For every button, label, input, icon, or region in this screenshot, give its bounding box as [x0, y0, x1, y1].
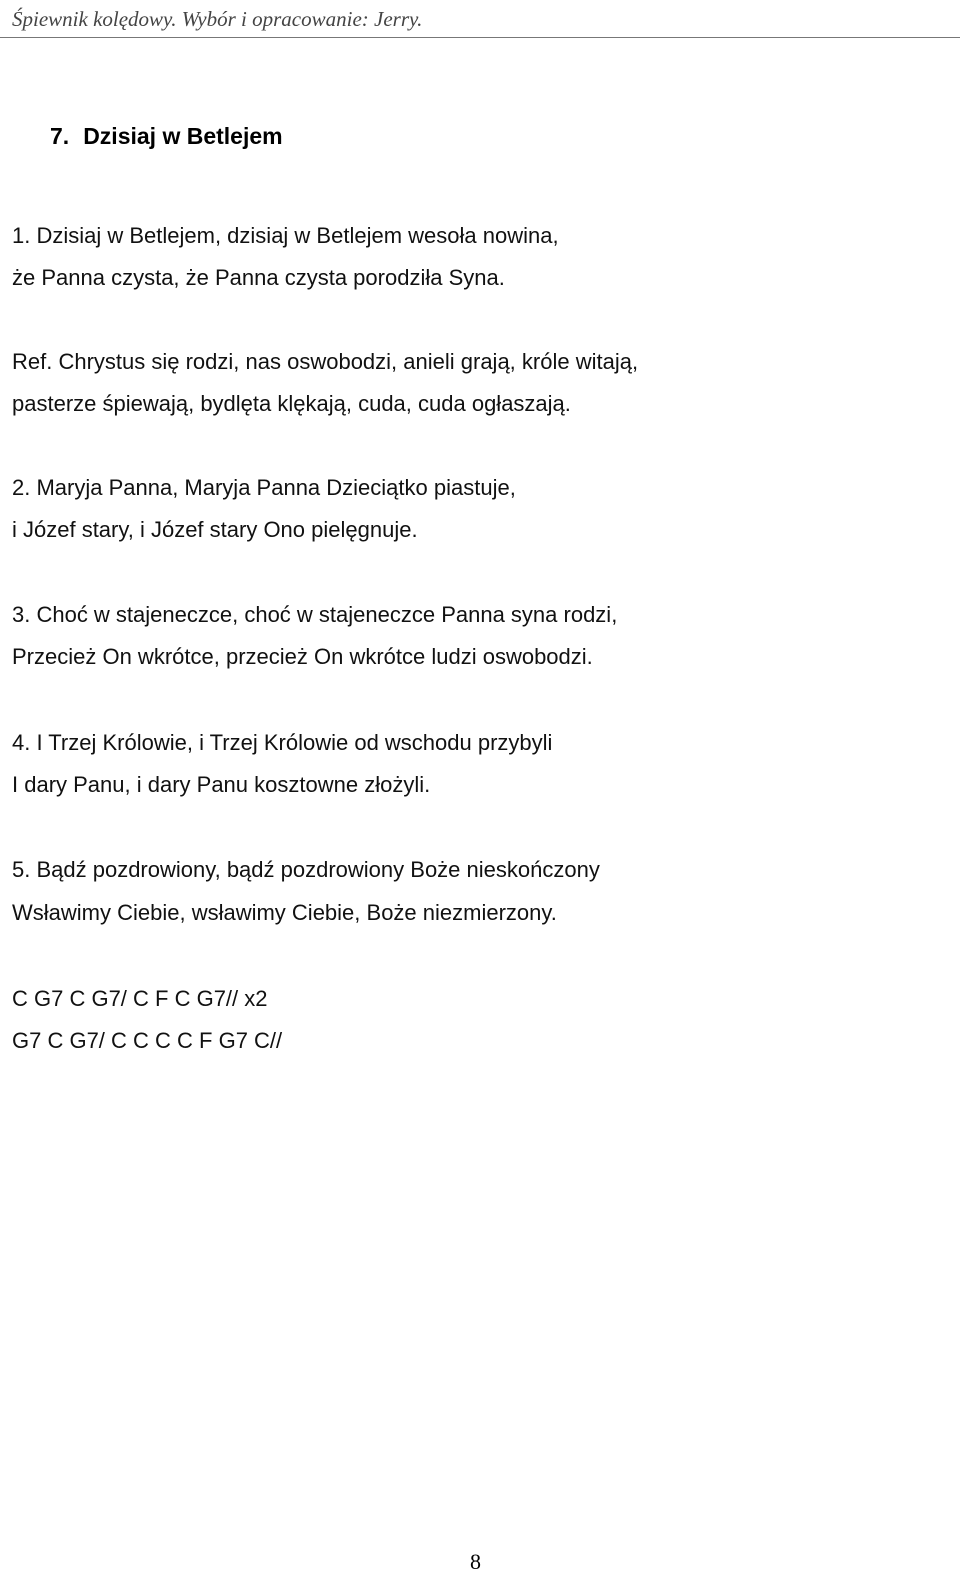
- header-divider: [0, 37, 960, 38]
- stanza-5-line-1: 5. Bądź pozdrowiony, bądź pozdrowiony Boże nieskończony: [12, 857, 600, 882]
- song-title: [50, 121, 283, 151]
- stanza-1-line-1: 1. Dzisiaj w Betlejem, dzisiaj w Betlejem wesoła nowina,: [12, 223, 559, 248]
- page-number: 8: [470, 1549, 481, 1574]
- running-header: Śpiewnik kolędowy. Wybór i opracowanie: Jerry.: [12, 7, 423, 31]
- stanza-2-line-2: i Józef stary, i Józef stary Ono pielęgnuje.: [12, 517, 418, 542]
- stanza-1-line-2: że Panna czysta, że Panna czysta porodziła Syna.: [12, 265, 505, 290]
- stanza-3-line-1: 3. Choć w stajeneczce, choć w stajeneczce Panna syna rodzi,: [12, 602, 618, 627]
- stanza-4-line-2: I dary Panu, i dary Panu kosztowne złożyli.: [12, 772, 431, 797]
- stanza-5-line-2: Wsławimy Ciebie, wsławimy Ciebie, Boże niezmierzony.: [12, 900, 557, 925]
- song-number: 7.: [50, 123, 70, 149]
- refrain-line-1: Ref. Chrystus się rodzi, nas oswobodzi, anieli grają, króle witają,: [12, 349, 639, 374]
- chords-line-1: C G7 C G7/ C F C G7// x2: [12, 986, 268, 1011]
- refrain-line-2: pasterze śpiewają, bydlęta klękają, cuda, cuda ogłaszają.: [12, 391, 571, 416]
- stanza-4-line-1: 4. I Trzej Królowie, i Trzej Królowie od wschodu przybyli: [12, 730, 553, 755]
- song-title-text: Dzisiaj w Betlejem: [83, 123, 283, 149]
- stanza-3-line-2: Przecież On wkrótce, przecież On wkrótce ludzi oswobodzi.: [12, 644, 593, 669]
- chords-line-2: G7 C G7/ C C C C F G7 C//: [12, 1028, 283, 1053]
- stanza-2-line-1: 2. Maryja Panna, Maryja Panna Dzieciątko piastuje,: [12, 475, 516, 500]
